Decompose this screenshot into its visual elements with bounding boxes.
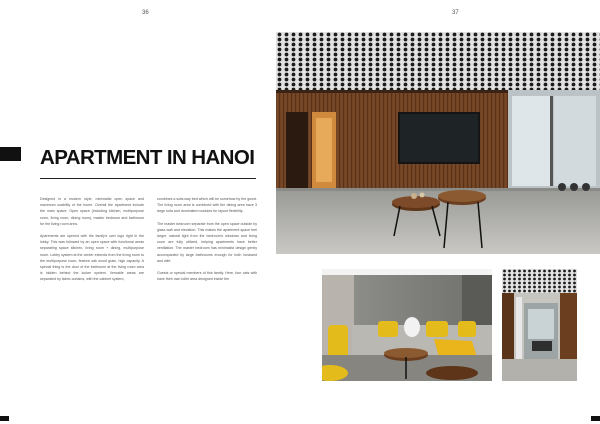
corridor-photo — [502, 269, 577, 381]
page-number-right: 37 — [452, 10, 459, 16]
paragraph: Guests or special members of this family. Here, four cats with have their own toilet area designed inside the — [157, 271, 257, 282]
page-number-left: 36 — [142, 10, 149, 16]
paragraph: combines a sofa-way bed which will be somehow by the guest. The living room area is combined with the dining area have 3 large sofa and dominated modules for layout flexibility. — [157, 197, 257, 214]
paragraph: The master bedroom separate from the open space outside by glass wall and elevation. This makes the apartment space feel larger, natural light from the bedroom's windows and living room are fully utilized, helping apartments have better ventilation. The master bedroom has minimalist design gently accompanied by large bathrooms enough for both husband and wife. — [157, 221, 257, 263]
living-room-yellow-sofa-photo — [322, 269, 492, 381]
bottom-left-marker — [0, 416, 9, 421]
paragraph: Designed in a modern style, minimalist open space and maximum usability of the home. Overall the apartment include the main space: Open space (including kitchen, multipurpose room, living room, dining room), master bedroom and bathroom for the living room area. — [40, 197, 144, 226]
bottom-right-marker — [591, 416, 600, 421]
title-rule — [40, 178, 256, 179]
paragraph: Apartments are opened with the family's own logo right in the lobby. This was followed by an open space with functional areas separating space kitchen, living room + dining, multipurpose room. Lobby system at the center extends from the living room to the multipurpose room, feature oak wood grain, high capacity. A special thing is the door of the bathroom at the living room area is hidden behind the locker system. Versatile areas are separated by fabric curtains, with the cabinet system, — [40, 234, 144, 282]
text-column-left — [40, 196, 144, 289]
left-edge-marker — [0, 147, 21, 161]
text-column-right — [157, 196, 257, 288]
page-title: APARTMENT IN HANOI — [40, 146, 255, 169]
living-room-wood-wall-photo — [276, 32, 600, 254]
